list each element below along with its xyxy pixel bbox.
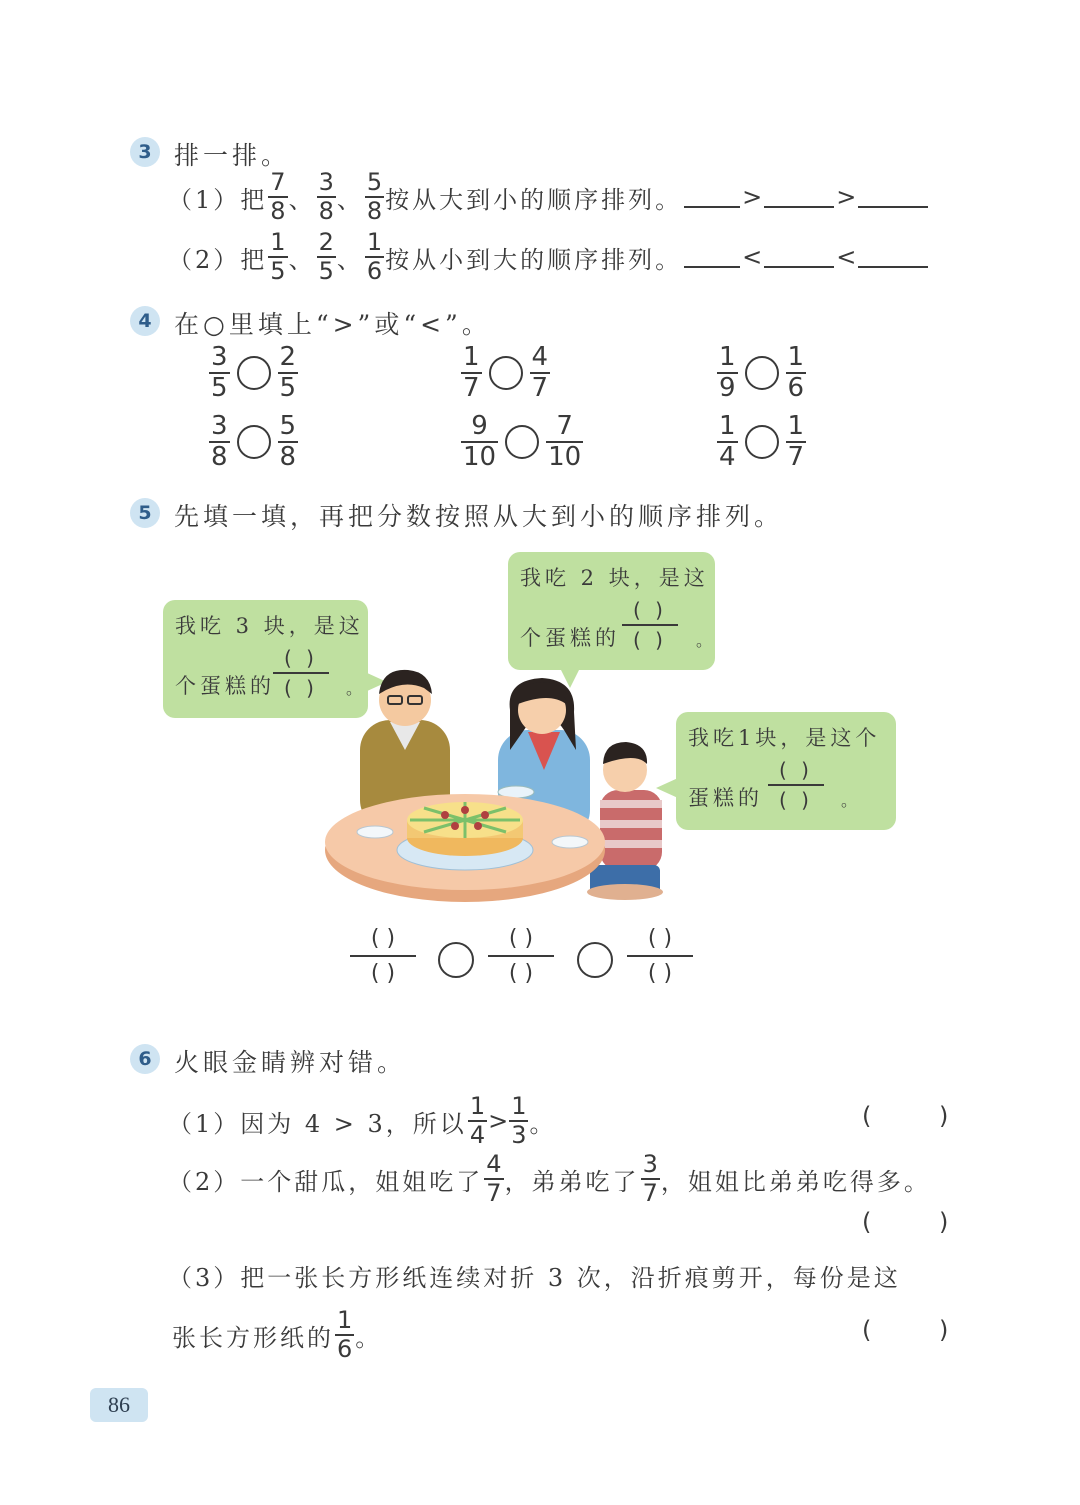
question-number-5: 5 [130,498,160,528]
question-number-6: 6 [130,1044,160,1074]
question-4-title: 在○里填上“>”或“<”。 [174,310,491,339]
fraction: $\frac{4}{7}$ [486,1150,502,1208]
fraction: $\frac{1}{6}$ [366,228,383,286]
fraction: $\frac{1}{4}$ [469,1092,486,1150]
question-6-title: 火眼金睛辨对错。 [174,1048,407,1077]
compare-item-4: $\frac{3}{8}$ $\frac{5}{8}$ [211,411,297,473]
fraction: $\frac{7}{8}$ [270,168,286,226]
question-number-3: 3 [130,137,160,167]
compare-circle[interactable] [237,425,271,459]
fraction: $\frac{3}{7}$ [642,1150,658,1208]
fraction-blank[interactable]: ( ) ( ) [273,646,329,700]
compare-circle[interactable] [577,942,613,978]
compare-item-5: $\frac{9}{10}$ $\frac{7}{10}$ [463,411,582,473]
compare-circle[interactable] [237,356,271,390]
answer-blank[interactable] [764,246,834,268]
compare-item-3: $\frac{1}{9}$ $\frac{1}{6}$ [719,342,805,404]
compare-circle[interactable] [489,356,523,390]
son-figure [587,742,663,900]
fraction: $\frac{5}{8}$ [366,168,383,226]
page-number: 86 [90,1388,148,1422]
answer-parentheses[interactable]: ( ) [862,1102,979,1130]
question-6-part-2: （2）一个甜瓜，姐姐吃了 $\frac{4}{7}$ ，弟弟吃了 $\frac{3}{7}$ ，姐姐比弟弟吃得多。 [168,1150,931,1208]
order-fraction-1[interactable]: ( ) ( ) [350,926,416,986]
question-3-part-2: （2）把 $\frac{1}{5}$ 、 $\frac{2}{5}$ 、 $\frac{1}{6}$ 按从小到大的顺序排列。 < < [168,230,930,284]
answer-parentheses[interactable]: ( ) [862,1208,979,1236]
question-number-4: 4 [130,306,160,336]
speech-bubble-son: 我吃1块，是这个 蛋糕的 ( ) ( ) 。 [676,712,896,830]
fraction-blank[interactable]: ( ) ( ) [768,758,824,812]
fraction: $\frac{1}{6}$ [337,1306,353,1364]
compare-circle[interactable] [505,425,539,459]
fraction: $\frac{3}{8}$ [318,168,334,226]
question-6-part-3-line-1: （3）把一张长方形纸连续对折 3 次，沿折痕剪开，每份是这 [168,1264,901,1292]
fraction: $\frac{1}{5}$ [270,228,286,286]
answer-blank[interactable] [858,246,928,268]
compare-circle[interactable] [745,425,779,459]
speech-bubble-mother: 我吃 2 块，是这 个蛋糕的 ( ) ( ) 。 [508,552,715,670]
question-6-part-3-line-2: 张长方形纸的 $\frac{1}{6}$ 。 [172,1306,383,1364]
compare-circle[interactable] [438,942,474,978]
question-5-title: 先填一填，再把分数按照从大到小的顺序排列。 [174,502,784,531]
speech-bubble-father: 我吃 3 块，是这 个蛋糕的 ( ) ( ) 。 [163,600,368,718]
fraction-blank[interactable]: ( ) ( ) [622,598,678,652]
compare-item-1: $\frac{3}{5}$ $\frac{2}{5}$ [211,342,297,404]
question-6-part-1: （1）因为 4 > 3，所以 $\frac{1}{4}$ > $\frac{1}{3}$ 。 [168,1092,557,1150]
compare-circle[interactable] [745,356,779,390]
question-3-title: 排一排。 [174,141,291,170]
answer-blank[interactable] [764,186,834,208]
answer-blank[interactable] [684,246,740,268]
family-cake-illustration [320,660,670,920]
question-3-part-1: （1）把 $\frac{7}{8}$ 、 $\frac{3}{8}$ 、 $\frac{5}{8}$ 按从大到小的顺序排列。 > > [168,170,930,224]
answer-blank[interactable] [858,186,928,208]
order-fraction-2[interactable]: ( ) ( ) [488,926,554,986]
fraction: $\frac{2}{5}$ [318,228,334,286]
answer-blank[interactable] [684,186,740,208]
order-fraction-3[interactable]: ( ) ( ) [627,926,693,986]
fraction: $\frac{1}{3}$ [511,1092,527,1150]
compare-item-2: $\frac{1}{7}$ $\frac{4}{7}$ [463,342,549,404]
answer-parentheses[interactable]: ( ) [862,1316,979,1344]
compare-item-6: $\frac{1}{4}$ $\frac{1}{7}$ [719,411,805,473]
